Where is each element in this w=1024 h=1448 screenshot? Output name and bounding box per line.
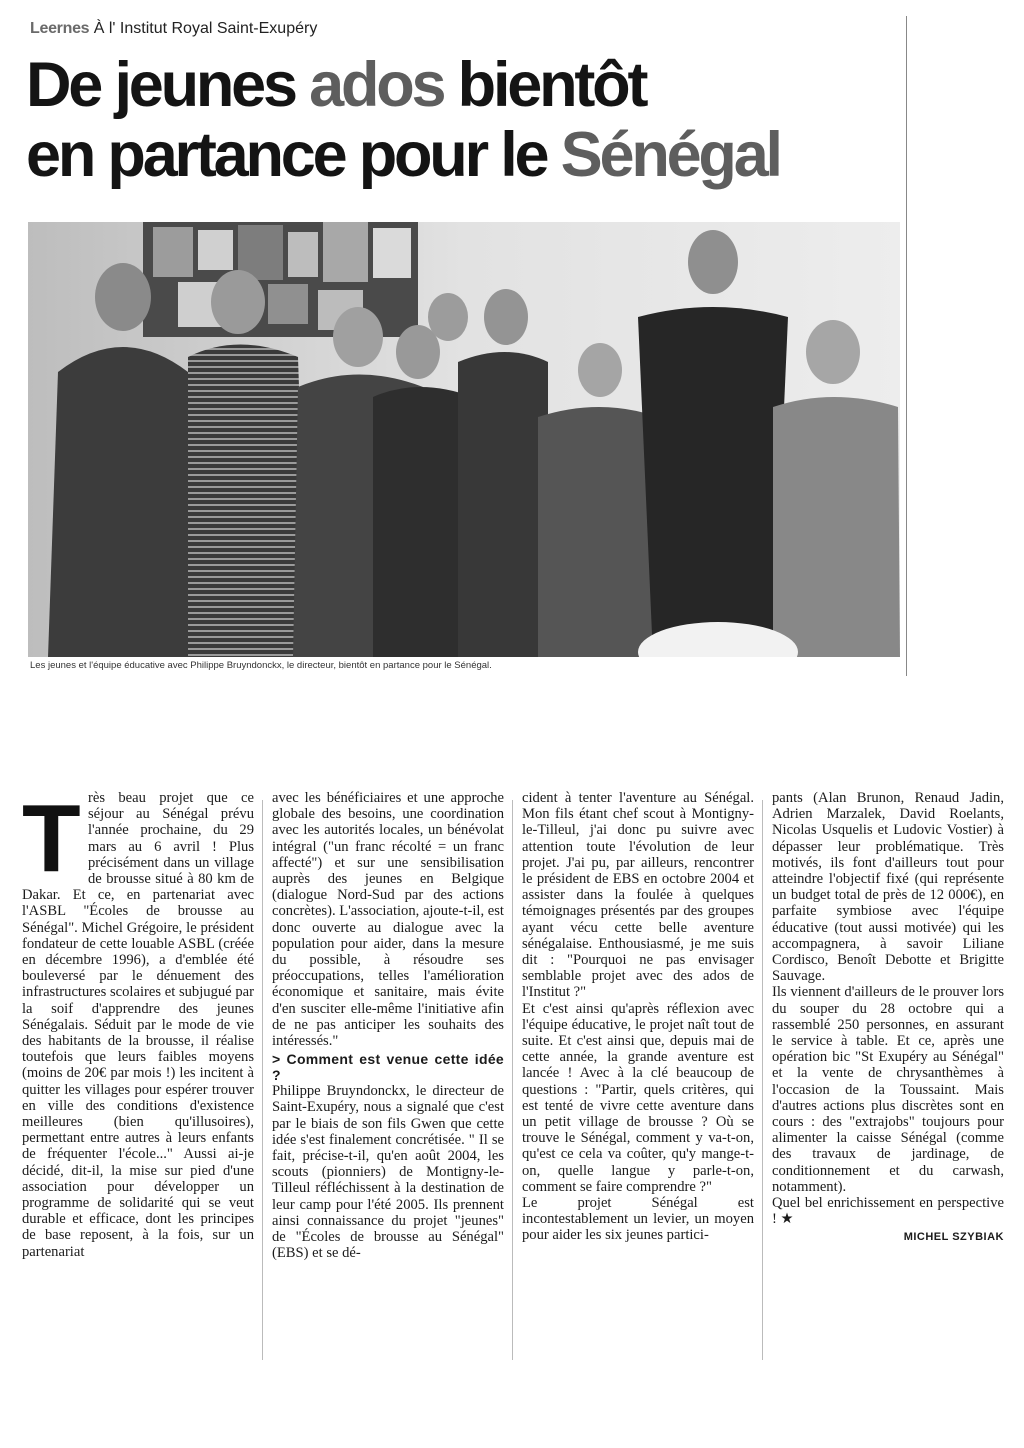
article-paragraph: Quel bel enrichissement en perspective ! ★ — [772, 1195, 1004, 1228]
headline — [26, 50, 906, 190]
headline-part: en partance pour le — [26, 120, 561, 190]
headline-highlight: Sénégal — [560, 120, 780, 190]
article-paragraph: Le projet Sénégal est incontestablement un levier, un moyen pour aider les six jeunes partici- — [522, 1195, 754, 1244]
headline-line1 — [26, 50, 645, 120]
article-paragraph: Ils viennent d'ailleurs de le prouver lors du souper du 28 octobre qui a rassemblé 250 personnes, en assurant le service à table. Et ce, après une opération bic "St Exupéry au Sénégal" et la vente de chrysanthèmes à l'occasion de la Toussaint. Mais d'autres actions plus discrètes sont en cours : des "extrajobs" toujours pour alimenter la caisse Sénégal (comme des travaux de jardinage, de conditionnement et du carwash, notamment). — [772, 984, 1004, 1195]
article-column-2 — [272, 790, 504, 1261]
kicker-text: À l' Institut Royal Saint-Exupéry — [93, 20, 318, 37]
column-rule — [906, 16, 907, 676]
article-column-1 — [22, 785, 254, 1260]
article-column-4 — [772, 790, 1004, 1246]
headline-part: bientôt — [443, 50, 646, 120]
column-divider — [762, 800, 763, 1360]
author-signature: MICHEL SZYBIAK — [903, 1231, 1004, 1244]
subheading: > Comment est venue cette idée ? — [272, 1051, 504, 1084]
headline-part: De jeunes — [26, 50, 310, 120]
column-divider — [512, 800, 513, 1360]
article-paragraph: cident à tenter l'aventure au Sénégal. Mon fils étant chef scout à Montigny-le-Tilleul, j'ai donc pu suivre avec attention toute l'évolution de leur projet. J'ai pu, par ailleurs, rencontrer le président de EBS en octobre 2004 et assister dans la foulée à quelques témoignages présentés par des groupes ayant vécu cette belle aventure sénégalaise. Enthousiasmé, je me suis dit : "Pourquoi ne pas envisager semblable projet avec des ados de l'Institut ?" — [522, 790, 754, 1001]
kicker — [30, 20, 317, 38]
group-photo-image — [28, 222, 900, 657]
column-divider — [262, 800, 263, 1360]
article-paragraph: avec les bénéficiaires et une approche globale des besoins, une coordination avec les autorités locales, un bénévolat intégral ("un franc récolté = un franc affecté") et sur une sensibilisation auprès des jeunes en Belgique (dialogue Nord-Sud par des actions concrètes). L'association, ajoute-t-il, est donc ouverte au dialogue avec la population pour aider, dans la mesure du possible, à résoudre ses préoccupations, telles l'amélioration économique et sanitaire, mais évite d'en susciter elle-même l'initiative afin de ne pas anticiper les souhaits des intéressés." — [272, 790, 504, 1050]
headline-line2 — [26, 120, 780, 190]
drop-cap: T — [22, 785, 81, 892]
photo-caption: Les jeunes et l'équipe éducative avec Philippe Bruyndonckx, le directeur, bientôt en partance pour le Sénégal. — [30, 660, 492, 671]
headline-highlight: ados — [309, 50, 444, 120]
article-column-3 — [522, 790, 754, 1244]
article-paragraph: rès beau projet que ce séjour au Sénégal prévu l'année prochaine, du 29 mars au 6 avril ! Plus précisément dans un village de brousse situé à 80 km de Dakar. Et ce, en partenariat avec l'ASBL "Écoles de brousse au Sénégal". Michel Grégoire, le président fondateur de cette louable ASBL (créée en décembre 1996), a d'emblée été bouleversé par le dénuement des infrastructures scolaires et subjugué par la soif d'apprendre des jeunes Sénégalais. Séduit par le mode de vie des habitants de la brousse, il réalise toutefois que leurs faibles moyens (moins de 20€ par mois !) les incitent à quitter les villages pour espérer trouver en ville des conditions d'existence meilleures (bien qu'illusoires), permettant entre autres à leurs enfants de fréquenter l'école..." Aussi ai-je décidé, dit-il, la mise sur pied d'une association pour développer un programme de solidarité qui se veut durable et efficace, dont les principes de base reposent, à la fois, sur un partenariat — [22, 790, 254, 1260]
article-paragraph: Philippe Bruyndonckx, le directeur de Saint-Exupéry, nous a signalé que c'est par le biais de son fils Gwen que cette idée s'est finalement concrétisée. " Il se fait, précise-t-il, qu'en août 2004, les scouts (pionniers) de Montigny-le-Tilleul réfléchissent à la destination de leur camp pour l'été 2005. Ils prennent ainsi connaissance du projet "jeunes" de "Écoles de brousse au Sénégal" (EBS) et se dé- — [272, 1083, 504, 1262]
article-paragraph: pants (Alan Brunon, Renaud Jadin, Adrien Marzalek, David Roelants, Nicolas Usquelis et Ludovic Vostier) à dépasser leur problématique. Très motivés, ils font d'ailleurs tout pour atteindre l'objectif fixé (qui représente un budget total de près de 12 000€), en parfaite symbiose avec l'équipe éducative (tout aussi motivée) qui les accompagnera, à savoir Liliane Cordisco, Benoît Debotte et Brigitte Sauvage. — [772, 790, 1004, 985]
group-photo — [28, 222, 900, 657]
kicker-place: Leernes — [30, 20, 90, 37]
article-paragraph: Et c'est ainsi qu'après réflexion avec l'équipe éducative, le projet naît tout de suite. Et c'est ainsi que, depuis mai de cette année, la grande aventure est lancée ! Avec à la clé beaucoup de questions : "Partir, quels critères, qui est tenté de vivre cette aventure dans un petit village de brousse ? Où se trouve le Sénégal, comment y va-t-on, qu'est ce cela va coûter, qu'y mange-t-on, quelle langue y parle-t-on, comment se faire comprendre ?" — [522, 1000, 754, 1195]
